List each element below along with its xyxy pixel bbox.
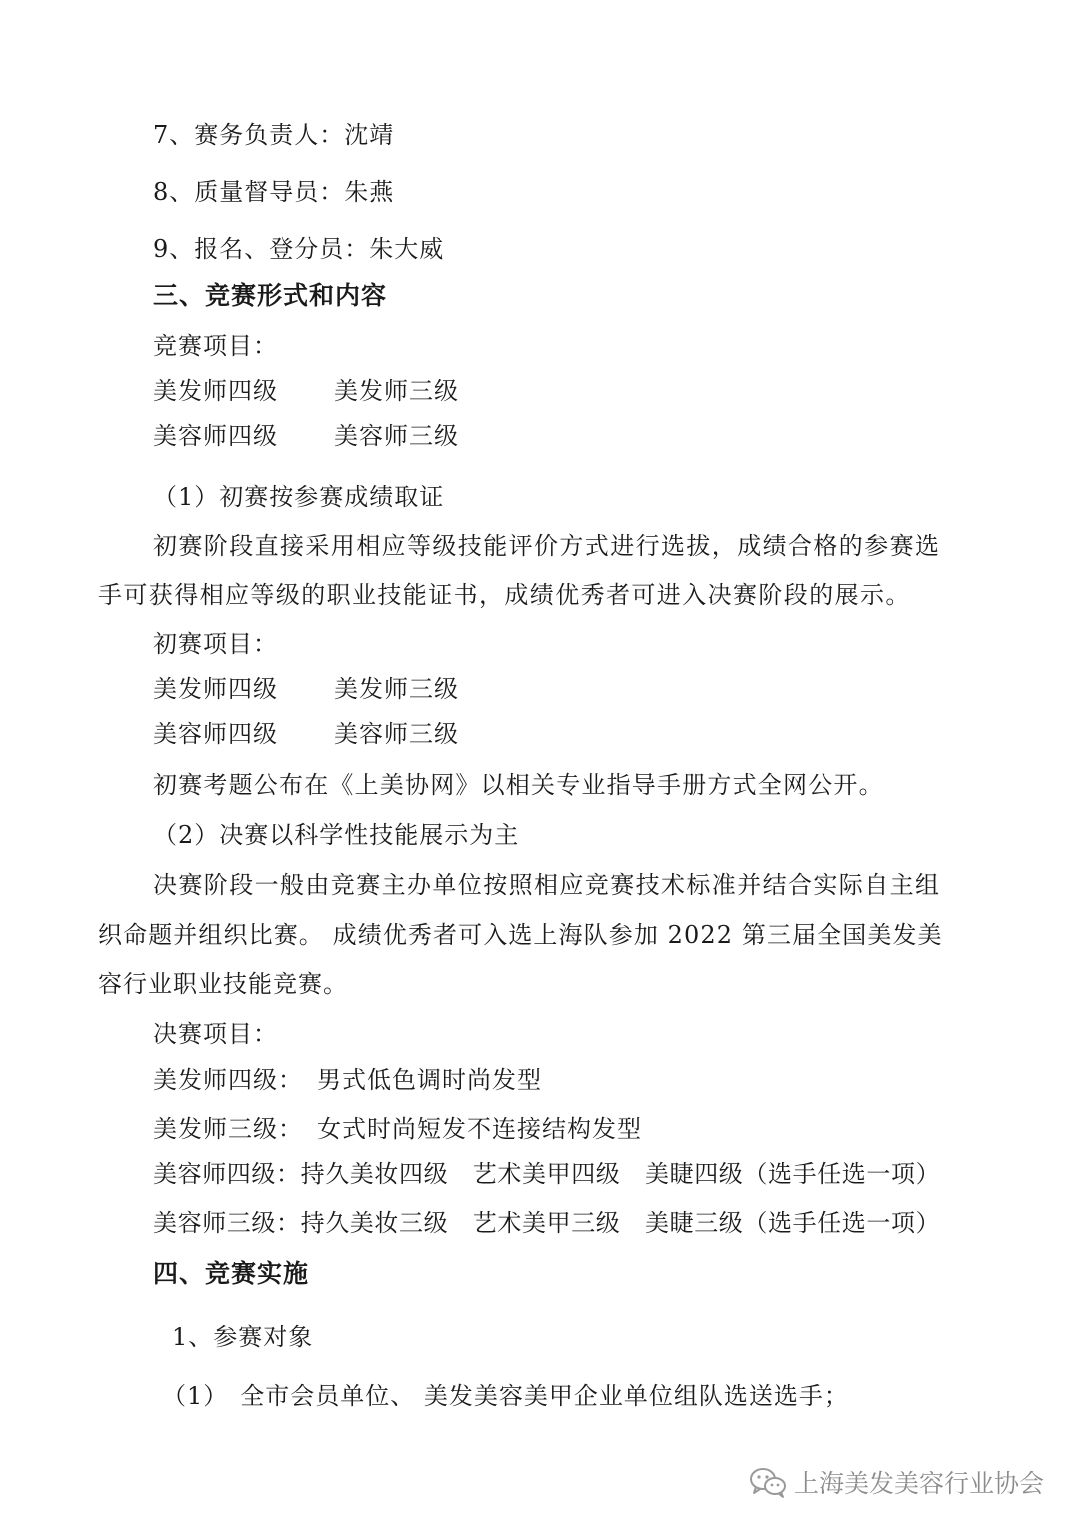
prelim-item-row [153,719,459,749]
prelim-item: 美容师四级 [153,720,278,748]
final-item-content: 持久美妆三级 艺术美甲三级 美睫三级（选手任选一项） [300,1209,941,1237]
prelim-item: 美发师三级 [334,675,459,703]
participants-item-1 [162,1381,849,1411]
prelim-item: 美发师四级 [153,675,278,703]
staff-item-8: 8、质量督导员：朱燕 [153,178,395,206]
final-heading: （2）决赛以科学性技能展示为主 [153,821,520,849]
wechat-watermark [748,1462,1044,1502]
final-item-row [153,1065,542,1095]
final-item-level: 美容师四级： [153,1160,301,1188]
final-item-content: 女式时尚短发不连接结构发型 [317,1115,642,1143]
prelim-heading: （1）初赛按参赛成绩取证 [153,483,445,511]
prelim-paragraph-line-2: 手可获得相应等级的职业技能证书，成绩优秀者可进入决赛阶段的展示。 [98,581,911,609]
final-item-row [153,1208,940,1238]
final-item-content: 持久美妆四级 艺术美甲四级 美睫四级（选手任选一项） [300,1160,941,1188]
prelim-note: 初赛考题公布在《上美协网》以相关专业指导手册方式全网公开。 [153,771,884,799]
staff-item-9: 9、报名、登分员：朱大威 [153,235,445,263]
competition-items-label: 竞赛项目： [153,332,278,360]
wechat-icon [748,1465,788,1499]
section-4-heading: 四、竞赛实施 [153,1259,310,1288]
final-paragraph-line-3: 容行业职业技能竞赛。 [98,970,348,998]
watermark-text: 上海美发美容行业协会 [793,1469,1044,1498]
competition-item-row [153,376,459,406]
competition-item: 美发师三级 [334,377,459,405]
prelim-item: 美容师三级 [334,720,459,748]
final-item-row [153,1114,642,1144]
final-item-level: 美发师四级： [153,1066,303,1094]
section-3-heading: 三、竞赛形式和内容 [153,281,388,310]
final-item-level: 美容师三级： [153,1209,301,1237]
final-item-row [153,1159,940,1189]
prelim-paragraph-line-1: 初赛阶段直接采用相应等级技能评价方式进行选拔，成绩合格的参赛选 [153,532,941,560]
competition-item: 美发师四级 [153,377,278,405]
item-number: （1） [162,1382,229,1410]
prelim-item-row [153,674,459,704]
final-paragraph-line-2: 织命题并组织比赛。 成绩优秀者可入选上海队参加 2022 第三届全国美发美 [98,921,943,949]
competition-item: 美容师四级 [153,422,278,450]
competition-item-row [153,421,459,451]
final-item-content: 男式低色调时尚发型 [317,1066,542,1094]
final-item-level: 美发师三级： [153,1115,303,1143]
final-paragraph-line-1: 决赛阶段一般由竞赛主办单位按照相应竞赛技术标准并结合实际自主组 [153,871,941,899]
item-text: 全市会员单位、 美发美容美甲企业单位组队选送选手； [240,1382,849,1410]
prelim-items-label: 初赛项目： [153,630,278,658]
staff-item-7: 7、赛务负责人：沈靖 [153,121,395,149]
competition-item: 美容师三级 [334,422,459,450]
final-items-label: 决赛项目： [153,1020,278,1048]
participants-subheading: 1、参赛对象 [172,1323,314,1351]
